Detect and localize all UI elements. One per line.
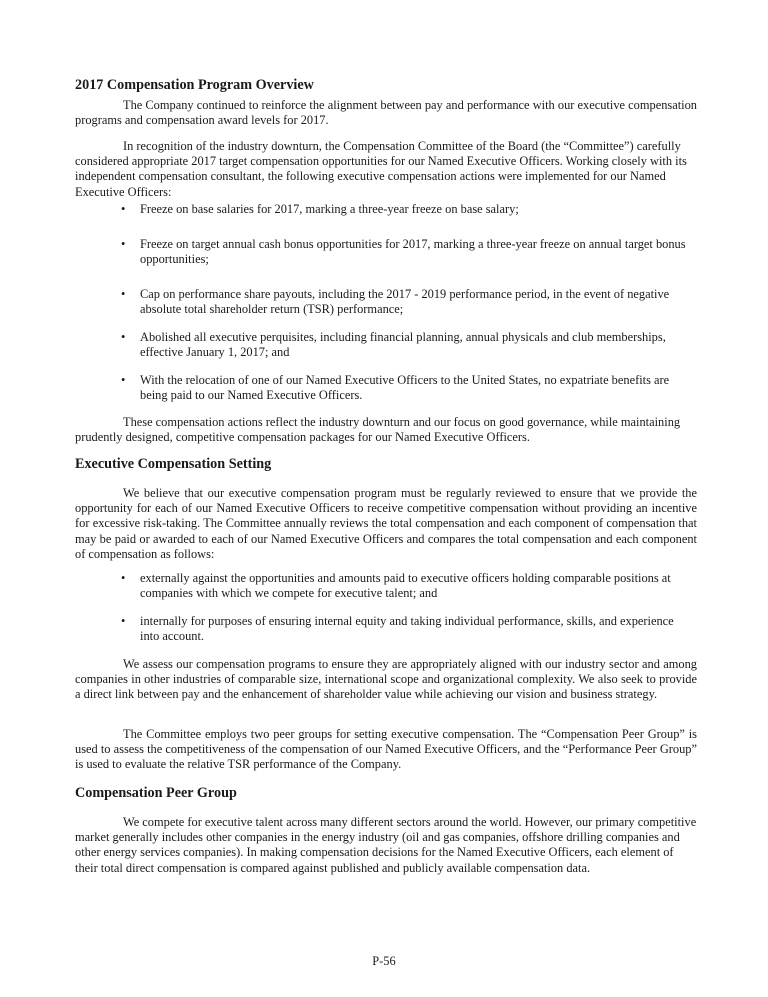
page-number: P-56 (372, 954, 396, 968)
paragraph: These compensation actions reflect the industry downturn and our focus on good governance, while maintaining prudently designed, competitive compensation packages for our Named Executive Officers. (75, 415, 681, 445)
bullet-icon: • (121, 202, 126, 216)
section-heading-executive-compensation-setting: Executive Compensation Setting (75, 456, 272, 472)
paragraph: The Company continued to reinforce the alignment between pay and performance with our executive compensation programs and compensation award levels for 2017. (75, 98, 697, 128)
list-item: • externally against the opportunities and amounts paid to executive officers holding comparable positions at companies with which we compete for executive talent; and (121, 571, 671, 601)
list-item: • Cap on performance share payouts, including the 2017 - 2019 performance period, in the event of negative absolute total shareholder return (TSR) performance; (121, 287, 670, 317)
bullet-icon: • (121, 571, 126, 585)
list-item: • Freeze on base salaries for 2017, marking a three-year freeze on base salary; (121, 202, 519, 216)
bullet-icon: • (121, 237, 126, 251)
list-item: • internally for purposes of ensuring internal equity and taking individual performance, skills, and experience into account. (121, 614, 674, 644)
list-item: • Freeze on target annual cash bonus opportunities for 2017, marking a three-year freeze on annual target bonus opportunities; (121, 237, 686, 267)
paragraph: We compete for executive talent across many different sectors around the world. However, our primary competitive market generally includes other companies in the energy industry (oil and gas companies, offshore drilling companies and other energy services companies). In making compensation decisions for the Named Executive Officers, each element of their total direct compensation is compared against published and publicly available compensation data. (75, 815, 697, 875)
bullet-icon: • (121, 330, 126, 344)
paragraph: The Committee employs two peer groups for setting executive compensation. The “Compensation Peer Group” is used to assess the competitiveness of the compensation of our Named Executive Officers, and the “Performance Peer Group” is used to evaluate the relative TSR performance of the Company. (75, 727, 697, 772)
bullet-icon: • (121, 373, 126, 387)
bullet-icon: • (121, 614, 126, 628)
list-item: • Abolished all executive perquisites, including financial planning, annual physicals and club memberships, effective January 1, 2017; and (121, 330, 666, 360)
bullet-icon: • (121, 287, 126, 301)
list-item: • With the relocation of one of our Named Executive Officers to the United States, no expatriate benefits are being paid to our Named Executive Officers. (121, 373, 670, 403)
section-heading-program-overview: 2017 Compensation Program Overview (75, 77, 314, 93)
paragraph: We believe that our executive compensation program must be regularly reviewed to ensure that we provide the opportunity for each of our Named Executive Officers to receive competitive compensation without providing an incentive for excessive risk-taking. The Committee annually reviews the total compensation and each component of compensation that may be paid or awarded to each of our Named Executive Officers and compares the total compensation and each component of compensation as follows: (75, 486, 697, 561)
section-heading-compensation-peer-group: Compensation Peer Group (75, 785, 237, 801)
paragraph: We assess our compensation programs to ensure they are appropriately aligned with our industry sector and among companies in other industries of comparable size, international scope and organizational complexity. We also seek to provide a direct link between pay and the enhancement of shareholder value while achieving our vision and business strategy. (75, 657, 697, 702)
paragraph: In recognition of the industry downturn, the Compensation Committee of the Board (the “Committee”) carefully considered appropriate 2017 target compensation opportunities for our Named Executive Officers. Working closely with its independent compensation consultant, the following executive compensation actions were implemented for our Named Executive Officers: (75, 139, 687, 199)
